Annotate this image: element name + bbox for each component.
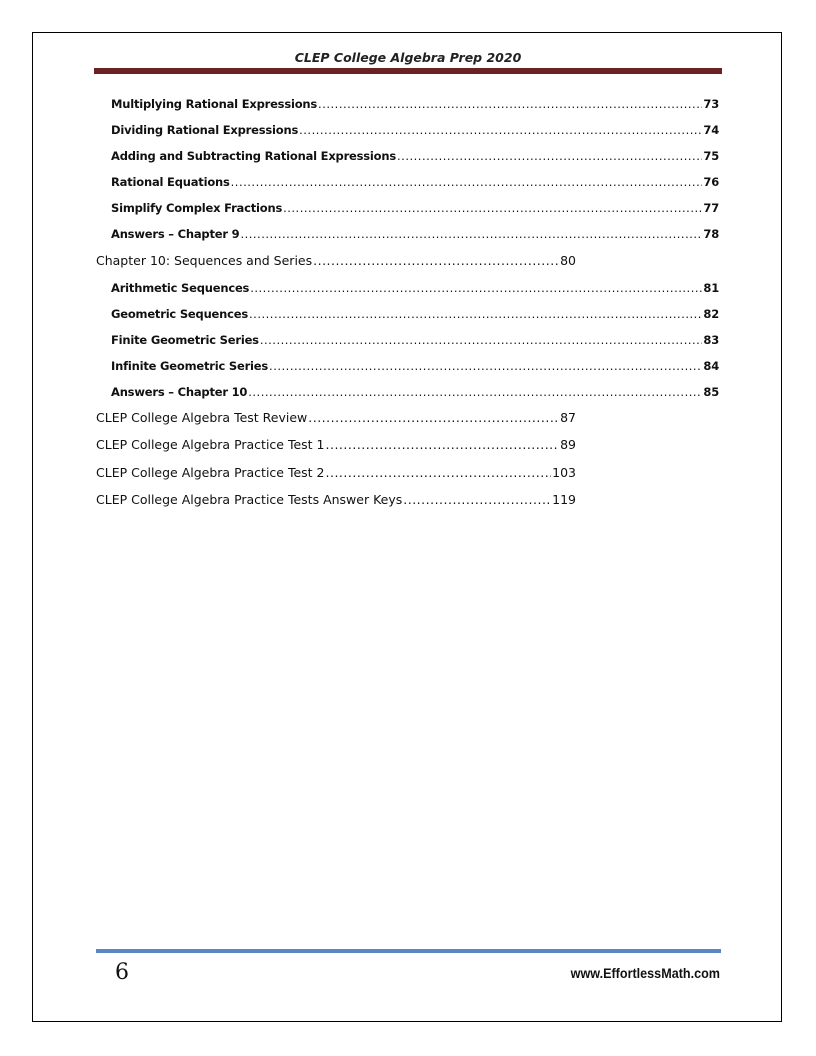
toc-leader [248,385,702,399]
toc-leader [269,359,702,373]
toc-entry-page: 77 [703,201,719,215]
toc-entry-label: Adding and Subtracting Rational Expressions [111,149,397,163]
toc-entry-label: Answers – Chapter 9 [111,227,240,241]
toc-entry-page: 80 [560,253,576,268]
toc-entry-page: 76 [703,175,719,189]
toc-entry-label: Geometric Sequences [111,307,249,321]
toc-entry[interactable] [111,359,719,373]
toc-entry-label: CLEP College Algebra Practice Test 1 [96,437,325,452]
toc-entry-page: 119 [552,492,576,507]
toc-entry-page: 81 [703,281,719,295]
toc-entry[interactable] [111,97,719,111]
toc-entry-label: Answers – Chapter 10 [111,385,248,399]
toc-leader [308,410,559,425]
toc-leader [231,175,703,189]
toc-main-entry[interactable] [96,437,576,452]
toc-entry-label: Chapter 10: Sequences and Series [96,253,313,268]
toc-leader [240,227,702,241]
toc-entry-page: 83 [703,333,719,347]
toc-entry-label: Rational Equations [111,175,230,189]
toc-entry[interactable] [111,281,719,295]
toc-entry-label: Dividing Rational Expressions [111,123,299,137]
toc-entry-label: Finite Geometric Series [111,333,259,347]
toc-entry-page: 84 [703,359,719,373]
toc-entry[interactable] [111,175,719,189]
toc-chapter-entry[interactable] [96,253,576,268]
toc-entry-page: 75 [703,149,719,163]
toc-leader [326,465,552,480]
footer-website[interactable]: www.EffortlessMath.com [570,965,720,981]
toc-leader [403,492,551,507]
toc-entry-label: CLEP College Algebra Practice Test 2 [96,465,325,480]
toc-leader [250,281,702,295]
toc-leader [318,97,702,111]
toc-entry[interactable] [111,385,719,399]
toc-entry-label: Simplify Complex Fractions [111,201,283,215]
toc-entry-label: Arithmetic Sequences [111,281,250,295]
toc-leader [249,307,702,321]
toc-entry-page: 89 [560,437,576,452]
toc-entry-page: 103 [552,465,576,480]
toc-main-entry[interactable] [96,492,576,507]
toc-entry-page: 73 [703,97,719,111]
toc-leader [313,253,559,268]
toc-leader [326,437,560,452]
toc-entry-page: 82 [703,307,719,321]
toc-main-entry[interactable] [96,410,576,425]
header-title: CLEP College Algebra Prep 2020 [294,50,522,65]
toc-leader [260,333,703,347]
toc-entry-label: Infinite Geometric Series [111,359,269,373]
toc-entry[interactable] [111,333,719,347]
footer-page-number: 6 [115,960,129,985]
toc-entry[interactable] [111,123,719,137]
toc-entry[interactable] [111,149,719,163]
toc-leader [299,123,702,137]
toc-entry-label: CLEP College Algebra Test Review [96,410,308,425]
header-bar [94,68,722,74]
toc-entry[interactable] [111,227,719,241]
toc-entry[interactable] [111,307,719,321]
toc-main-entry[interactable] [96,465,576,480]
toc-leader [283,201,702,215]
toc-entry-page: 74 [703,123,719,137]
toc-entry-page: 87 [560,410,576,425]
toc-entry-page: 78 [703,227,719,241]
toc-entry-label: CLEP College Algebra Practice Tests Answer Keys [96,492,403,507]
toc-entry-label: Multiplying Rational Expressions [111,97,318,111]
toc-entry[interactable] [111,201,719,215]
footer-bar [96,949,721,953]
toc-leader [397,149,702,163]
toc-entry-page: 85 [703,385,719,399]
